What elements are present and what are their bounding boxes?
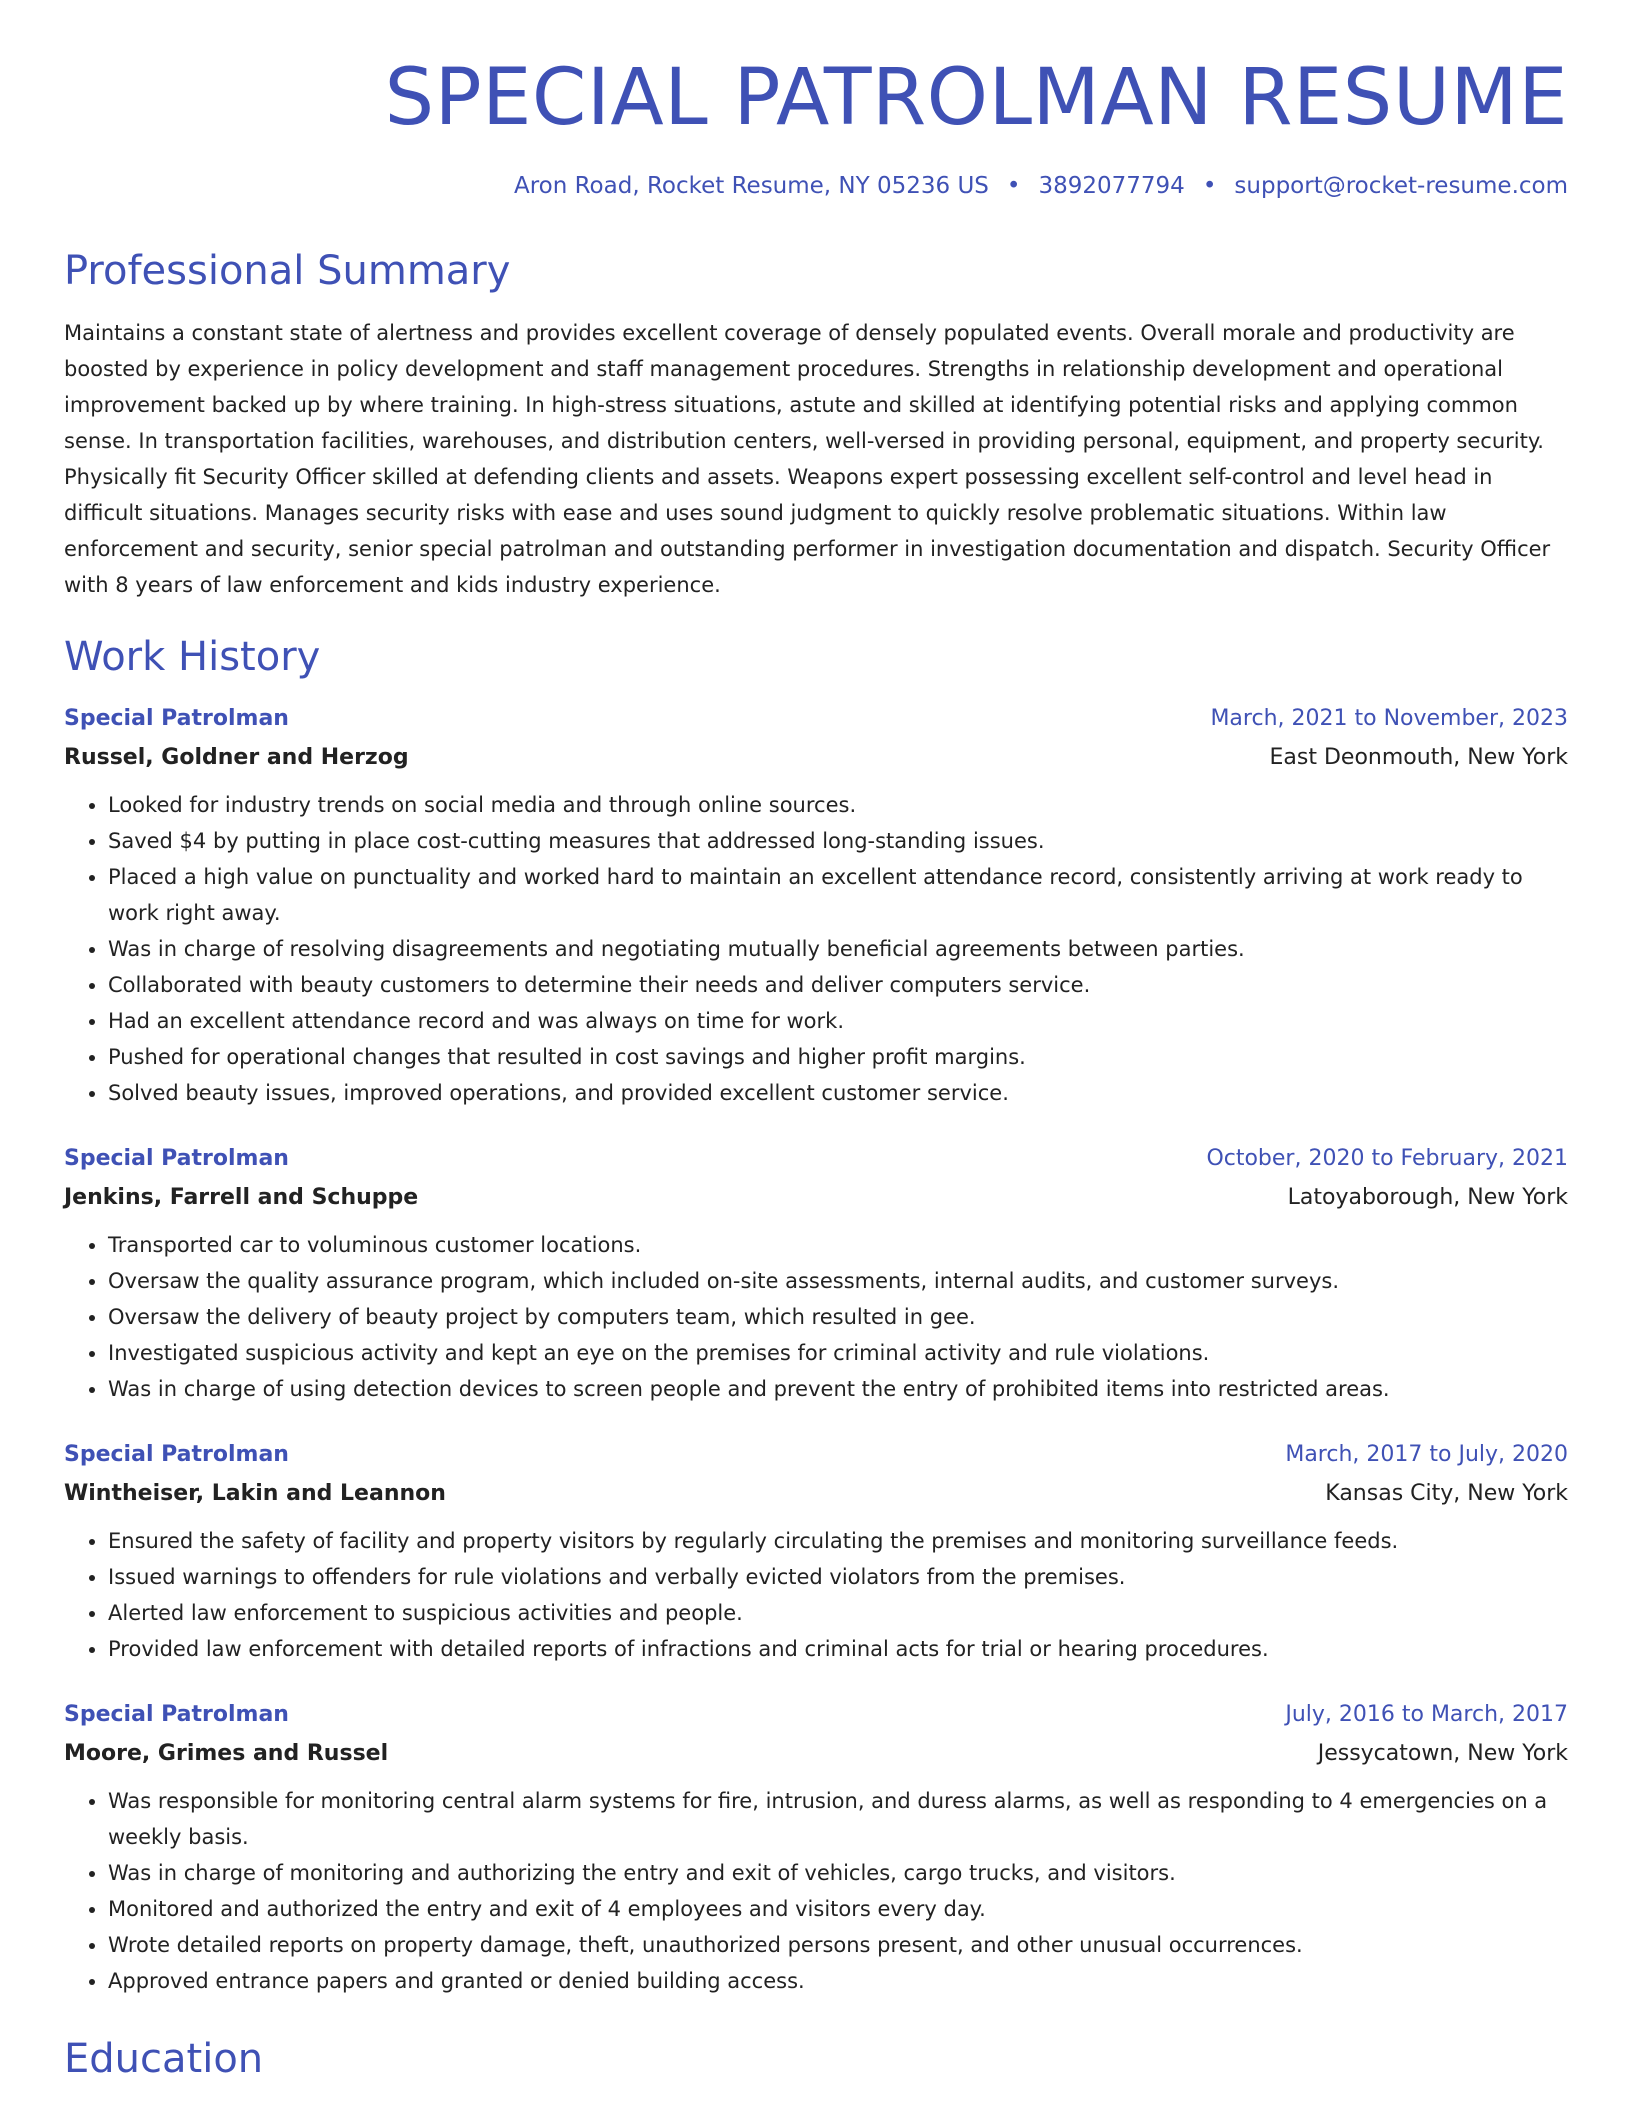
job-title: Special Patrolman <box>64 1442 289 1468</box>
job-location: Kansas City, New York <box>1325 1481 1568 1507</box>
job-bullet: • Placed a high value on punctuality and worked hard to maintain an excellent attendance record, consistently arriving at work ready to work right away. <box>108 859 1568 931</box>
job-bullets <box>64 787 1568 1111</box>
job-entry <box>64 1695 1568 1999</box>
job-bullet: • Approved entrance papers and granted or denied building access. <box>108 1963 1568 1999</box>
job-bullets <box>64 1227 1568 1407</box>
job-entry <box>64 1139 1568 1407</box>
resume-page <box>64 0 1568 2083</box>
job-bullet: • Oversaw the delivery of beauty project by computers team, which resulted in gee. <box>108 1299 1568 1335</box>
page-title: SPECIAL PATROLMAN RESUME <box>384 53 1568 143</box>
job-dates: March, 2021 to November, 2023 <box>1210 706 1568 732</box>
contact-address: Aron Road, Rocket Resume, NY 05236 US <box>513 172 989 199</box>
job-bullet: • Ensured the safety of facility and property visitors by regularly circulating the premises and monitoring surveillance feeds. <box>108 1523 1568 1559</box>
job-bullet: • Was responsible for monitoring central alarm systems for fire, intrusion, and duress alarms, as well as responding to 4 emergencies on a weekly basis. <box>108 1783 1568 1855</box>
job-title: Special Patrolman <box>64 1702 289 1728</box>
contact-line <box>64 172 1568 202</box>
job-company: Jenkins, Farrell and Schuppe <box>64 1185 419 1211</box>
summary-text: Maintains a constant state of alertness and provides excellent coverage of densely populated events. Overall morale and productivity are boosted by experience in policy development and staff management procedures. Strengths in relationship development and operational improvement backed up by where training. In high-stress situations, astute and skilled at identifying potential risks and applying common sense. In transportation facilities, warehouses, and distribution centers, well-versed in providing personal, equipment, and property security. Physically fit Security Officer skilled at defending clients and assets. Weapons expert possessing excellent self-control and level head in difficult situations. Manages security risks with ease and uses sound judgment to quickly resolve problematic situations. Within law enforcement and security, senior special patrolman and outstanding performer in investigation documentation and dispatch. Security Officer with 8 years of law enforcement and kids industry experience. <box>64 321 1551 598</box>
work-history-heading: Work History <box>64 634 321 681</box>
job-bullet: • Transported car to voluminous customer locations. <box>108 1227 1568 1263</box>
job-bullet: • Provided law enforcement with detailed reports of infractions and criminal acts for trial or hearing procedures. <box>108 1631 1568 1667</box>
job-location: Jessycatown, New York <box>1317 1741 1568 1767</box>
job-dates: March, 2017 to July, 2020 <box>1285 1442 1568 1468</box>
job-company: Wintheiser, Lakin and Leannon <box>64 1481 446 1507</box>
job-entry <box>64 699 1568 1111</box>
job-bullet: • Had an excellent attendance record and was always on time for work. <box>108 1003 1568 1039</box>
job-bullets <box>64 1783 1568 1999</box>
job-bullet: • Alerted law enforcement to suspicious activities and people. <box>108 1595 1568 1631</box>
job-bullet: • Solved beauty issues, improved operations, and provided excellent customer service. <box>108 1075 1568 1111</box>
contact-email[interactable]: support@rocket-resume.com <box>1234 172 1568 199</box>
job-bullet: • Was in charge of resolving disagreements and negotiating mutually beneficial agreements between parties. <box>108 931 1568 967</box>
job-company: Moore, Grimes and Russel <box>64 1741 389 1767</box>
job-location: Latoyaborough, New York <box>1287 1185 1568 1211</box>
job-location: East Deonmouth, New York <box>1269 745 1568 771</box>
job-bullet: • Issued warnings to offenders for rule violations and verbally evicted violators from the premises. <box>108 1559 1568 1595</box>
contact-separator: • <box>1006 172 1021 199</box>
job-title: Special Patrolman <box>64 1146 289 1172</box>
job-bullet: • Monitored and authorized the entry and exit of 4 employees and visitors every day. <box>108 1891 1568 1927</box>
job-dates: October, 2020 to February, 2021 <box>1206 1146 1568 1172</box>
education-heading: Education <box>64 2036 264 2083</box>
summary-heading: Professional Summary <box>64 248 511 295</box>
job-bullet: • Looked for industry trends on social media and through online sources. <box>108 787 1568 823</box>
job-company: Russel, Goldner and Herzog <box>64 745 409 771</box>
job-bullet: • Oversaw the quality assurance program, which included on-site assessments, internal audits, and customer surveys. <box>108 1263 1568 1299</box>
job-bullet: • Pushed for operational changes that resulted in cost savings and higher profit margins. <box>108 1039 1568 1075</box>
job-bullets <box>64 1523 1568 1667</box>
contact-separator: • <box>1202 172 1217 199</box>
job-bullet: • Collaborated with beauty customers to determine their needs and deliver computers service. <box>108 967 1568 1003</box>
job-dates: July, 2016 to March, 2017 <box>1285 1702 1568 1728</box>
job-bullet: • Wrote detailed reports on property damage, theft, unauthorized persons present, and other unusual occurrences. <box>108 1927 1568 1963</box>
job-entry <box>64 1435 1568 1667</box>
contact-phone: 3892077794 <box>1038 172 1185 199</box>
job-bullet: • Investigated suspicious activity and kept an eye on the premises for criminal activity and rule violations. <box>108 1335 1568 1371</box>
job-bullet: • Was in charge of monitoring and authorizing the entry and exit of vehicles, cargo trucks, and visitors. <box>108 1855 1568 1891</box>
job-title: Special Patrolman <box>64 706 289 732</box>
job-bullet: • Saved $4 by putting in place cost-cutting measures that addressed long-standing issues. <box>108 823 1568 859</box>
job-bullet: • Was in charge of using detection devices to screen people and prevent the entry of prohibited items into restricted areas. <box>108 1371 1568 1407</box>
